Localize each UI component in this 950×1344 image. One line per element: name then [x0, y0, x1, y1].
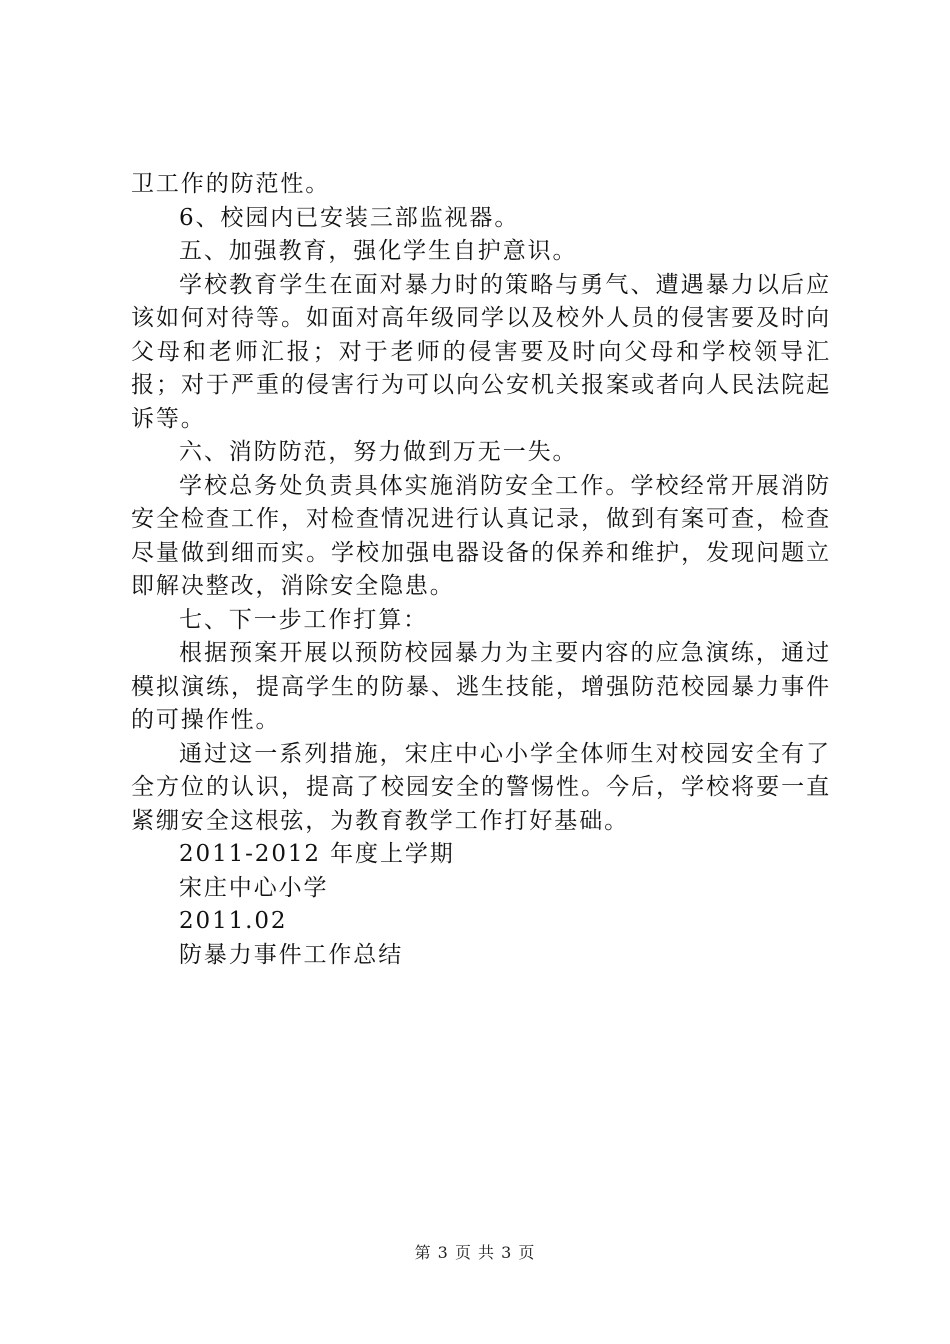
heading-section-6: 六、消防防范，努力做到万无一失。 — [179, 439, 578, 465]
paragraph-conclusion: 通过这一系列措施，宋庄中心小学全体师生对校园安全有了全方位的认识，提高了校园安全的警惕性。今后，学校将要一直紧绷安全这根弦，为教育教学工作打好基础。 — [131, 740, 831, 834]
paragraph-fire-safety: 学校总务处负责具体实施消防安全工作。学校经常开展消防安全检查工作，对检查情况进行认真记录，做到有案可查，检查尽量做到细而实。学校加强电器设备的保养和维护，发现问题立即解决整改，消除安全隐患。 — [131, 472, 831, 599]
paragraph-item-6: 6、校园内已安装三部监视器。 — [179, 204, 520, 231]
signature-school: 宋庄中心小学 — [179, 874, 329, 901]
paragraph-continuation: 卫工作的防范性。 — [131, 171, 331, 197]
heading-section-5: 五、加强教育，强化学生自护意识。 — [179, 238, 578, 264]
heading-section-7: 七、下一步工作打算： — [179, 606, 428, 633]
signature-term: 2011-2012 年度上学期 — [179, 841, 455, 867]
signature-doc-title: 防暴力事件工作总结 — [179, 941, 404, 968]
document-body — [131, 168, 831, 972]
signature-date: 2011.02 — [179, 908, 288, 934]
paragraph-education: 学校教育学生在面对暴力时的策略与勇气、遭遇暴力以后应该如何对待等。如面对高年级同学以及校外人员的侵害要及时向父母和老师汇报；对于老师的侵害要及时向父母和学校领导汇报；对于严重的侵害行为可以向公安机关报案或者向人民法院起诉等。 — [131, 271, 831, 432]
page-footer: 第 3 页 共 3 页 — [414, 1243, 536, 1262]
paragraph-next-steps: 根据预案开展以预防校园暴力为主要内容的应急演练，通过模拟演练，提高学生的防暴、逃生技能，增强防范校园暴力事件的可操作性。 — [131, 640, 831, 733]
